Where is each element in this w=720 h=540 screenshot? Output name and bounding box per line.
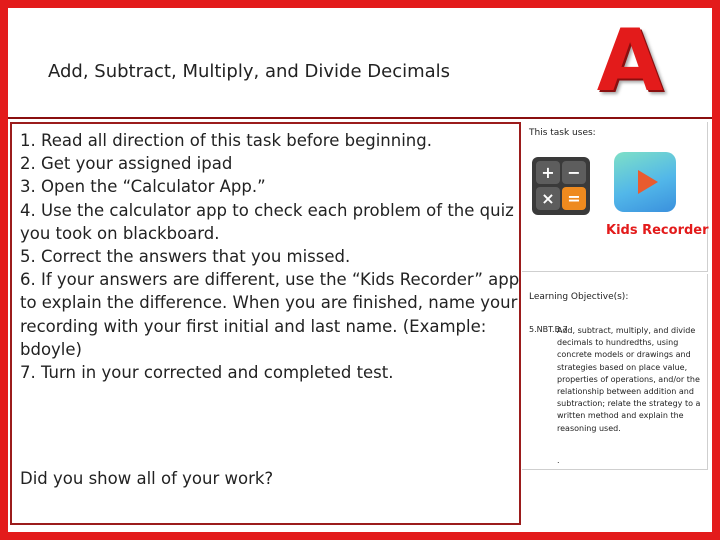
instruction-step: 2. Get your assigned ipad [20, 154, 233, 174]
instruction-step: 4. Use the calculator app to check each problem of the quiz you took on blackboard. [20, 200, 514, 243]
play-icon [638, 170, 658, 194]
kids-recorder-label: Kids Recorder [606, 223, 709, 238]
objective-text: Add, subtract, multiply, and divide decimals to hundredths, using concrete models or drawings and strategies based on place value, properties of operations, and/or the relationship between addition and subtraction; relate the strategy to a written method and explain the reasoning used. [557, 326, 701, 433]
instruction-step: 5. Correct the answers that you missed. [20, 247, 351, 267]
kids-recorder-app-icon [614, 152, 676, 212]
instruction-step: 6. If your answers are different, use the “Kids Recorder” app to explain the difference. When you are finished, name your recording with your first initial and last name. (Example: bdoyle) [20, 270, 520, 359]
calculator-app-icon [532, 157, 590, 215]
instruction-step: 3. Open the “Calculator App.” [20, 177, 266, 197]
objective-trailing: . [557, 456, 560, 465]
equals-key-icon: = [562, 187, 586, 210]
objective-code: 5.NBT.B.7 [529, 325, 568, 334]
minus-key-icon: − [562, 161, 586, 184]
instruction-step: 1. Read all direction of this task before beginning. [20, 131, 432, 150]
tools-label: This task uses: [529, 128, 596, 138]
work-question: Did you show all of your work? [20, 469, 274, 488]
tools-panel [522, 122, 708, 272]
objective-panel [522, 274, 708, 470]
multiply-key-icon: × [536, 187, 560, 210]
grade-letter: A [596, 11, 664, 111]
instruction-list [20, 129, 520, 384]
plus-key-icon: + [536, 161, 560, 184]
objective-label: Learning Objective(s): [529, 292, 629, 302]
page-title: Add, Subtract, Multiply, and Divide Decimals [48, 61, 451, 82]
header-divider [8, 117, 712, 119]
instructions-box [10, 122, 521, 525]
instruction-step: 7. Turn in your corrected and completed test. [20, 363, 394, 383]
